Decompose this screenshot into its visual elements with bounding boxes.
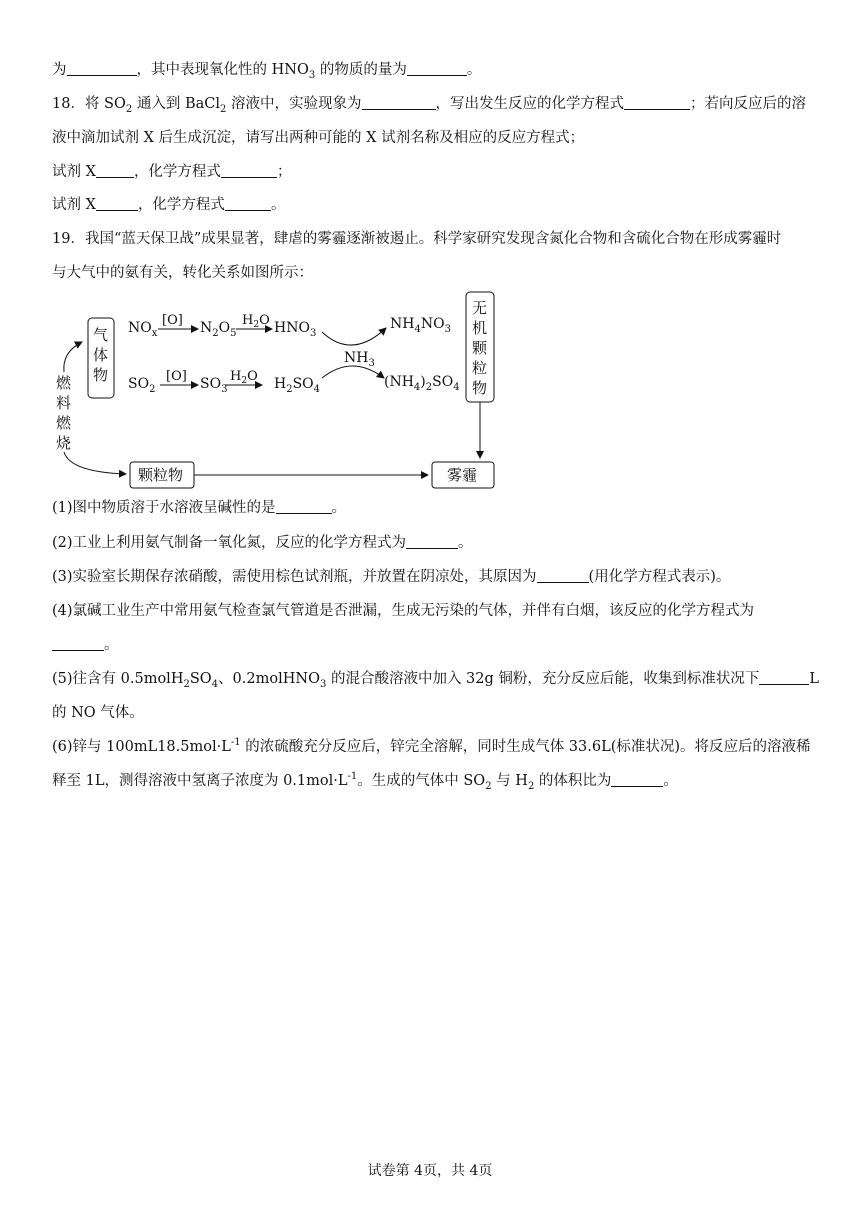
svg-text:N2O5: $N_2O_5$ <box>200 320 237 339</box>
svg-text:烧: 烧 <box>56 434 72 452</box>
text: L <box>809 671 820 687</box>
text: 溶液中，实验现象为 <box>226 96 362 112</box>
svg-text:SO2: $SO_2$ <box>128 376 156 395</box>
nitrogen-row <box>128 313 451 339</box>
text: 的物质的量为 <box>315 62 407 78</box>
text: SO <box>189 671 212 687</box>
text: 。 <box>663 773 678 789</box>
q19-line-1: 19．我国“蓝天保卫战”成果显著，肆虐的雾霾逐渐被遏止。科学家研究发现含氮化合物和含硫化合物在形成雾霾时 <box>52 231 782 247</box>
text: 。 <box>331 500 347 516</box>
text: ，其中表现氧化性的 HNO <box>136 62 309 78</box>
answer-blank[interactable] <box>96 196 138 211</box>
svg-text:[O]: [O] <box>166 369 187 384</box>
text: 、0.2molHNO <box>218 671 320 687</box>
text: 的混合酸溶液中加入 32g 铜粉，充分反应后能，收集到标准状况下 <box>326 671 760 687</box>
svg-text:物: 物 <box>472 379 488 397</box>
svg-text:颗: 颗 <box>472 339 488 357</box>
superscript: -1 <box>347 771 358 783</box>
q19-part-4: (4)氯碱工业生产中常用氨气检查氯气管道是否泄漏，生成无污染的气体，并伴有白烟，该反应的化学方程式为 <box>52 603 755 619</box>
subscript: 2 <box>527 780 535 792</box>
subscript: 3 <box>308 69 316 81</box>
svg-text:燃: 燃 <box>56 414 72 432</box>
sulfur-row <box>128 369 460 395</box>
svg-text:SO3: $SO_3$ <box>200 376 228 395</box>
text: 。生成的气体中 SO <box>357 773 486 789</box>
svg-text:NOx: $NO_x$ <box>128 320 158 339</box>
text: (2)工业上利用氨气制备一氧化氮，反应的化学方程式为 <box>52 535 407 551</box>
q18-line-1 <box>52 94 806 114</box>
text: 18．将 SO <box>52 96 126 112</box>
q19-part-2 <box>52 533 473 553</box>
superscript: -1 <box>230 737 241 749</box>
text: (用化学方程式表示)。 <box>588 569 731 585</box>
text: 。 <box>270 197 286 213</box>
inorganic-particles-label <box>472 299 488 397</box>
text: (1)图中物质溶于水溶液呈碱性的是 <box>52 500 276 516</box>
q19-part-5 <box>52 669 819 689</box>
text: ； <box>276 164 292 180</box>
q19-part-4-cont <box>52 635 119 655</box>
svg-text:NH4NO3: $NH_4NO_3$ <box>390 316 451 335</box>
conversion-diagram <box>50 290 510 496</box>
q19-part-5-cont: 的 NO 气体。 <box>52 705 144 721</box>
answer-blank[interactable] <box>52 636 104 651</box>
subscript: 3 <box>319 678 327 690</box>
page-footer: 试卷第 4页，共 4页 <box>367 1163 493 1179</box>
haze-label: 雾霾 <box>447 466 478 484</box>
svg-text:无: 无 <box>472 299 488 317</box>
subscript: 2 <box>183 678 190 690</box>
text: 的浓硫酸充分反应后，锌完全溶解，同时生成气体 33.6L(标准状况)。将反应后的溶液稀 <box>240 739 811 755</box>
arrow-to-particles <box>64 452 126 474</box>
text: 试剂 X <box>52 164 96 180</box>
subscript: 4 <box>211 678 219 690</box>
answer-blank[interactable] <box>759 670 809 685</box>
text: (6)锌与 100mL18.5mol·L <box>52 739 231 755</box>
text: ，化学方程式 <box>137 197 225 213</box>
text: 为 <box>52 62 67 78</box>
subscript: 2 <box>125 103 133 115</box>
answer-blank[interactable] <box>96 163 134 178</box>
answer-blank[interactable] <box>611 772 663 787</box>
answer-blank[interactable] <box>225 196 271 211</box>
ammonia-arrow-top <box>322 328 386 345</box>
text: ；若向反应后的溶 <box>690 96 807 112</box>
svg-text:[O]: [O] <box>162 313 183 328</box>
q19-part-1 <box>52 498 346 518</box>
svg-text:物: 物 <box>93 366 109 384</box>
svg-text:HNO3: $HNO_3$ <box>274 320 317 339</box>
subscript: 2 <box>220 103 227 115</box>
text: 。 <box>104 637 119 653</box>
fuel-combustion-label <box>56 374 72 452</box>
answer-blank[interactable] <box>67 61 137 76</box>
ammonia-label: $NH_3$ <box>344 350 375 369</box>
q19-part-6 <box>52 737 811 757</box>
arrow-to-gas <box>64 342 82 372</box>
text: ，写出发生反应的化学方程式 <box>435 96 625 112</box>
answer-blank[interactable] <box>407 61 467 76</box>
svg-text:(NH4)2SO4: $(NH_4)_2SO_4$ <box>384 374 460 393</box>
text: 。 <box>458 535 473 551</box>
svg-text:H2O: $H_2O$ <box>242 313 270 330</box>
text: 。 <box>466 62 482 78</box>
q18-line-4 <box>52 195 285 215</box>
text: (3)实验室长期保存浓硝酸，需使用棕色试剂瓶，并放置在阴凉处，其原因为 <box>52 569 537 585</box>
svg-text:粒: 粒 <box>472 359 488 377</box>
text: 通入到 BaCl <box>132 96 221 112</box>
answer-blank[interactable] <box>221 163 277 178</box>
q18-line-3 <box>52 162 291 182</box>
q19-part-3 <box>52 567 730 587</box>
q17-tail-line <box>52 60 481 80</box>
svg-text:H2O: $H_2O$ <box>230 369 258 386</box>
subscript: 2 <box>485 780 492 792</box>
text: 与 H <box>491 773 528 789</box>
answer-blank[interactable] <box>624 95 690 110</box>
text: (5)往含有 0.5molH <box>52 671 184 687</box>
answer-blank[interactable] <box>537 568 589 583</box>
text: 试剂 X <box>52 197 96 213</box>
q19-line-2: 与大气中的氨有关，转化关系如图所示： <box>52 265 313 281</box>
gas-box-label <box>93 326 108 384</box>
text: ，化学方程式 <box>133 164 221 180</box>
svg-text:燃: 燃 <box>56 374 72 392</box>
svg-text:气: 气 <box>93 326 109 344</box>
answer-blank[interactable] <box>362 95 436 110</box>
svg-text:H2SO4: $H_2SO_4$ <box>274 376 321 395</box>
svg-text:料: 料 <box>56 394 72 412</box>
text: 释至 1L，测得溶液中氢离子浓度为 0.1mol·L <box>52 773 348 789</box>
particles-label: 颗粒物 <box>138 466 184 484</box>
q19-part-6-cont <box>52 771 678 791</box>
answer-blank[interactable] <box>406 534 458 549</box>
text: 的体积比为 <box>534 773 612 789</box>
svg-text:体: 体 <box>93 346 109 364</box>
answer-blank[interactable] <box>276 499 332 514</box>
q18-line-2: 液中滴加试剂 X 后生成沉淀，请写出两种可能的 X 试剂名称及相应的反应方程式； <box>52 130 585 146</box>
svg-text:机: 机 <box>472 319 488 337</box>
